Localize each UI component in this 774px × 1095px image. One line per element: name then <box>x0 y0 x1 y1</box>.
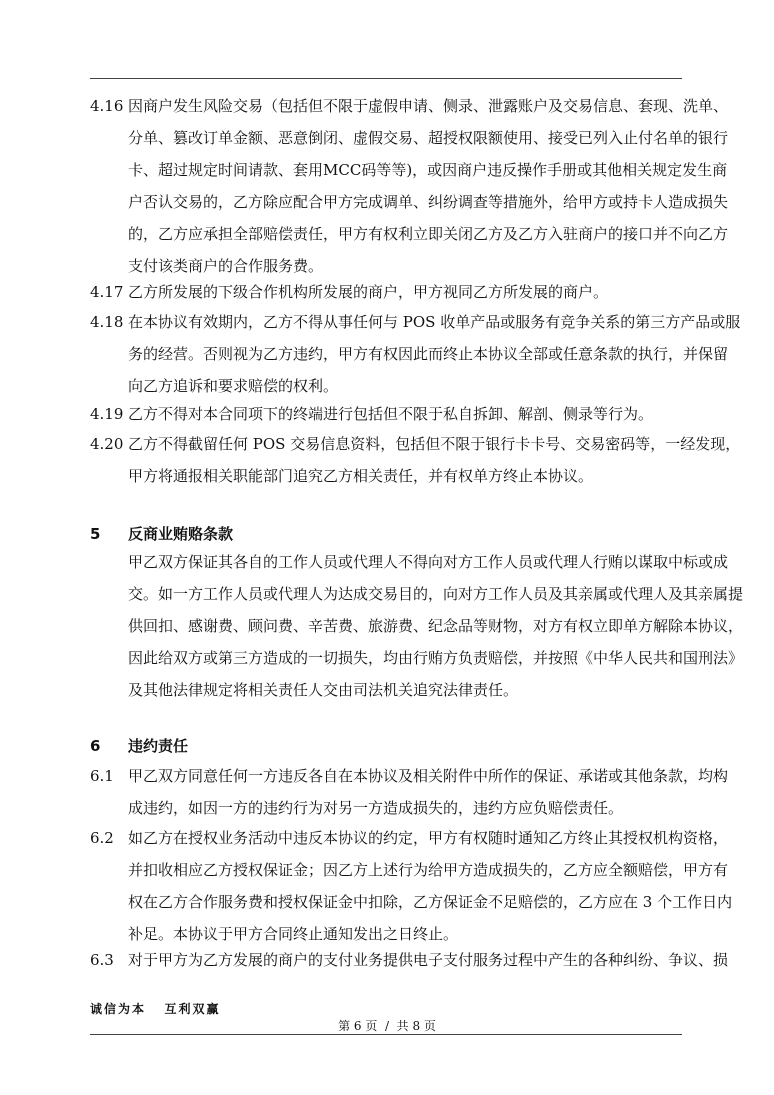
clause-text-line: 并扣收相应乙方授权保证金；因乙方上述行为给甲方造成损失的，乙方应全额赔偿，甲方有 <box>128 861 729 879</box>
clause-text-line: 甲乙双方同意任何一方违反各自在本协议及相关附件中所作的保证、承诺或其他条款，均构 <box>128 767 729 785</box>
clause-text-line: 向乙方追诉和要求赔偿的权利。 <box>128 377 339 395</box>
clause-text-line: 权在乙方合作服务费和授权保证金中扣除，乙方保证金不足赔偿的，乙方应在 3 个工作日内 <box>128 893 733 911</box>
clause-text-line: 户否认交易的，乙方除应配合甲方完成调单、纠纷调查等措施外，给甲方或持卡人造成损失 <box>128 193 729 211</box>
clause-text-line: 乙方所发展的下级合作机构所发展的商户，甲方视同乙方所发展的商户。 <box>128 283 609 301</box>
section-6-heading <box>90 730 682 762</box>
clause-text-line: 务的经营。否则视为乙方违约，甲方有权因此而终止本协议全部或任意条款的执行，并保留 <box>128 345 729 363</box>
clause-number: 6.3 <box>90 951 114 969</box>
footer-rule <box>90 1034 682 1035</box>
section-title: 反商业贿赂条款 <box>128 525 234 543</box>
clause-text-line: 供回扣、感谢费、顾问费、辛苦费、旅游费、纪念品等财物，对方有权立即单方解除本协议， <box>128 617 744 635</box>
clause-4-18 <box>90 306 741 402</box>
clause-4-16 <box>90 90 729 282</box>
clause-text-line: 如乙方在授权业务活动中违反本协议的约定，甲方有权随时通知乙方终止其授权机构资格， <box>128 829 729 847</box>
clause-text-line: 及其他法律规定将相关责任人交由司法机关追究法律责任。 <box>128 681 519 699</box>
clause-number: 6.2 <box>90 829 114 847</box>
clause-number: 4.17 <box>90 283 124 301</box>
clause-4-17 <box>90 276 690 308</box>
clause-4-19 <box>90 398 690 430</box>
clause-text-line: 在本协议有效期内，乙方不得从事任何与 POS 收单产品或服务有竞争关系的第三方产品或服 <box>128 313 741 331</box>
section-title: 违约责任 <box>128 737 189 755</box>
clause-6-3 <box>90 944 729 976</box>
clause-number: 4.16 <box>90 97 124 115</box>
page-indicator: 第 6 页 / 共 8 页 <box>338 1019 436 1033</box>
section-number: 5 <box>90 525 101 543</box>
footer-motto: 诚信为本 互利双赢 <box>90 1002 221 1016</box>
clause-6-1 <box>90 760 729 824</box>
clause-text-line: 的，乙方应承担全部赔偿责任，甲方有权利立即关闭乙方及乙方入驻商户的接口并不向乙方 <box>128 225 729 243</box>
clause-text-line: 补足。本协议于甲方合同终止通知发出之日终止。 <box>128 925 459 943</box>
clause-number: 6.1 <box>90 767 114 785</box>
clause-text-line: 乙方不得对本合同项下的终端进行包括但不限于私自拆卸、解剖、侧录等行为。 <box>128 405 654 423</box>
clause-text-line: 甲方将通报相关职能部门追究乙方相关责任，并有权单方终止本协议。 <box>128 467 594 485</box>
clause-number: 4.19 <box>90 405 124 423</box>
section-number: 6 <box>90 737 101 755</box>
clause-number: 4.18 <box>90 313 124 331</box>
header-rule <box>90 78 682 79</box>
clause-text-line: 成违约，如因一方的违约行为对另一方造成损失的，违约方应负赔偿责任。 <box>128 799 624 817</box>
clause-6-2 <box>90 822 733 950</box>
clause-number: 4.20 <box>90 435 124 453</box>
clause-text-line: 乙方不得截留任何 POS 交易信息资料，包括但不限于银行卡卡号、交易密码等，一经发现， <box>128 435 741 453</box>
clause-text-line: 卡、超过规定时间请款、套用MCC码等等)，或因商户违反操作手册或其他相关规定发生商 <box>128 161 728 179</box>
clause-4-20 <box>90 428 741 492</box>
clause-text-line: 支付该类商户的合作服务费。 <box>128 257 324 275</box>
clause-text-line: 因此给双方或第三方造成的一切损失，均由行贿方负责赔偿，并按照《中华人民共和国刑法》 <box>128 649 744 667</box>
clause-text-line: 甲乙双方保证其各自的工作人员或代理人不得向对方工作人员或代理人行贿以谋取中标或成 <box>128 553 729 571</box>
clause-text-line: 对于甲方为乙方发展的商户的支付业务提供电子支付服务过程中产生的各种纠纷、争议、损 <box>128 951 729 969</box>
clause-text-line: 因商户发生风险交易（包括但不限于虚假申请、侧录、泄露账户及交易信息、套现、洗单、 <box>128 97 729 115</box>
section-5-body <box>90 546 744 706</box>
clause-text-line: 交。如一方工作人员或代理人为达成交易目的，向对方工作人员及其亲属或代理人及其亲属提 <box>128 585 744 603</box>
clause-text-line: 分单、篡改订单金额、恶意倒闭、虚假交易、超授权限额使用、接受已列入止付名单的银行 <box>128 129 729 147</box>
